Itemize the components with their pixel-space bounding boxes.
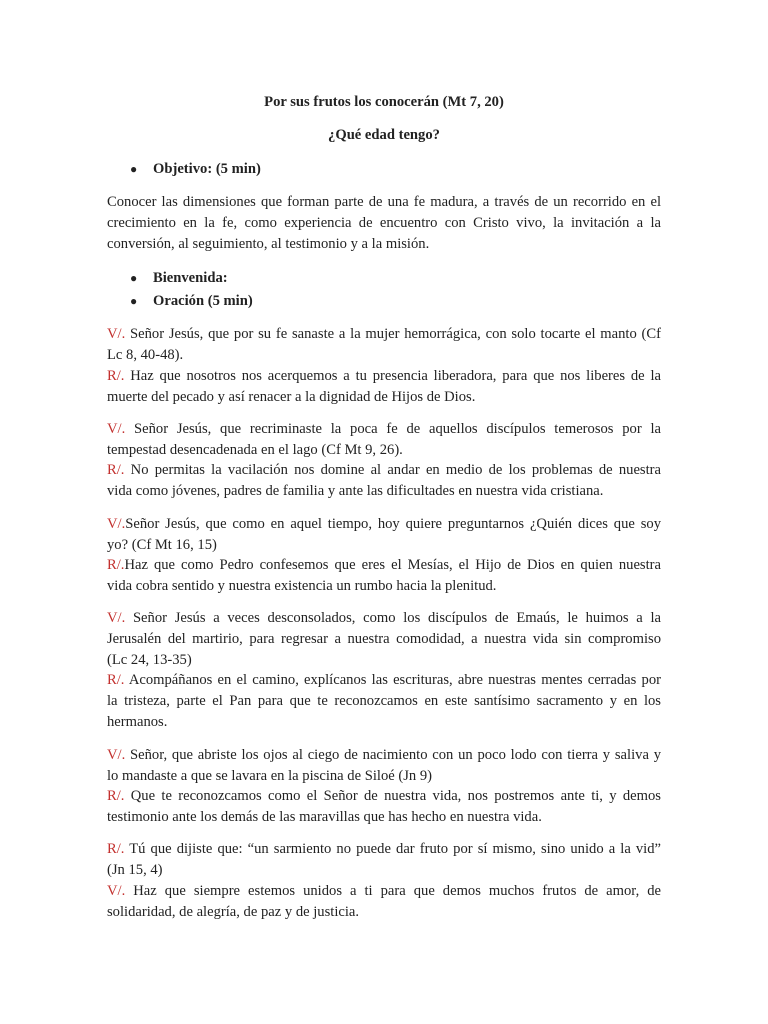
prayer-text: Tú que dijiste que: “un sarmiento no puede dar fruto por sí mismo, sino unido a la vid” bbox=[124, 841, 661, 857]
objetivo-heading bbox=[130, 159, 530, 179]
bullet-icon: ● bbox=[130, 294, 138, 308]
prayer-line: la tristeza, parte el Pan para que te reconozcamos en este santísimo sacramento y en los bbox=[107, 693, 661, 709]
prayer-line: tempestad desencadenada en el lago (Cf Mt 9, 26). bbox=[107, 442, 403, 458]
objetivo-line: conversión, al seguimiento, al testimonio y a la misión. bbox=[107, 236, 430, 252]
bullet-icon: ● bbox=[130, 162, 138, 176]
prayer-line bbox=[107, 460, 661, 480]
response-mark: R/. bbox=[107, 462, 125, 478]
prayer-text: No permitas la vacilación nos domine al andar en medio de los problemas de nuestra bbox=[124, 462, 661, 478]
prayer-line: Lc 8, 40-48). bbox=[107, 347, 184, 363]
prayer-line bbox=[107, 786, 661, 806]
bienvenida-label: Bienvenida: bbox=[153, 270, 228, 286]
prayer-text: Haz que siempre estemos unidos a ti para que demos muchos frutos de amor, de bbox=[125, 883, 661, 899]
prayer-line: (Lc 24, 13-35) bbox=[107, 652, 192, 668]
prayer-line bbox=[107, 555, 661, 575]
prayer-text: Señor, que abriste los ojos al ciego de nacimiento con un poco lodo con tierra y saliva y bbox=[125, 747, 661, 763]
prayer-text: Acompáñanos en el camino, explícanos las escrituras, abre nuestras mentes cerradas por bbox=[124, 672, 661, 688]
prayer-text: Señor Jesús a veces desconsolados, como los discípulos de Emaús, le huimos a la bbox=[125, 610, 661, 626]
prayer-line bbox=[107, 670, 661, 690]
prayer-line bbox=[107, 324, 661, 344]
document-title: Por sus frutos los conocerán (Mt 7, 20) bbox=[264, 94, 504, 110]
prayer-line bbox=[107, 745, 661, 765]
prayer-line: muerte del pecado y así renacer a la dignidad de Hijos de Dios. bbox=[107, 389, 476, 405]
objetivo-line: crecimiento en la fe, como experiencia de encuentro con Cristo vivo, la invitación a la bbox=[107, 215, 661, 231]
prayer-line bbox=[107, 608, 661, 628]
versicle-mark: V/. bbox=[107, 421, 126, 437]
document-subtitle: ¿Qué edad tengo? bbox=[328, 127, 440, 143]
prayer-line: Jerusalén del martirio, para regresar a nuestra comodidad, a nuestra vida sin compromiso bbox=[107, 631, 661, 647]
prayer-line bbox=[107, 839, 661, 859]
prayer-line: vida como jóvenes, padres de familia y ante las dificultades en nuestra vida cristiana. bbox=[107, 483, 604, 499]
objetivo-label: Objetivo: (5 min) bbox=[153, 161, 261, 177]
prayer-text: Haz que nosotros nos acerquemos a tu presencia liberadora, para que nos liberes de la bbox=[124, 368, 661, 384]
prayer-text: Señor Jesús, que por su fe sanaste a la mujer hemorrágica, con solo tocarte el manto (Cf bbox=[125, 326, 661, 342]
versicle-mark: V/. bbox=[107, 610, 126, 626]
prayer-line bbox=[107, 366, 661, 386]
prayer-line: vida cobra sentido y nuestra existencia un rumbo hacia la plenitud. bbox=[107, 578, 497, 594]
oracion-heading bbox=[130, 291, 530, 311]
response-mark: R/. bbox=[107, 672, 125, 688]
prayer-text: Haz que como Pedro confesemos que eres el Mesías, el Hijo de Dios en quien nuestra bbox=[124, 557, 661, 573]
prayer-line: hermanos. bbox=[107, 714, 168, 730]
prayer-text: Señor Jesús, que como en aquel tiempo, hoy quiere preguntarnos ¿Quién dices que soy bbox=[125, 516, 661, 532]
objetivo-line: Conocer las dimensiones que forman parte de una fe madura, a través de un recorrido en el bbox=[107, 194, 661, 210]
prayer-line: yo? (Cf Mt 16, 15) bbox=[107, 537, 217, 553]
prayer-line bbox=[107, 514, 661, 534]
versicle-mark: V/. bbox=[107, 516, 126, 532]
response-mark: R/. bbox=[107, 841, 125, 857]
versicle-mark: V/. bbox=[107, 747, 126, 763]
oracion-label: Oración (5 min) bbox=[153, 293, 253, 309]
prayer-line: solidaridad, de alegría, de paz y de justicia. bbox=[107, 904, 360, 920]
response-mark: R/. bbox=[107, 557, 125, 573]
prayer-line: lo mandaste a que se lavara en la piscina de Siloé (Jn 9) bbox=[107, 768, 433, 784]
prayer-text: Señor Jesús, que recriminaste la poca fe de aquellos discípulos temerosos por la bbox=[125, 421, 661, 437]
bienvenida-heading bbox=[130, 268, 530, 288]
prayer-line bbox=[107, 419, 661, 439]
versicle-mark: V/. bbox=[107, 326, 126, 342]
prayer-line bbox=[107, 881, 661, 901]
response-mark: R/. bbox=[107, 788, 125, 804]
prayer-line: testimonio ante los demás de las maravillas que has hecho en nuestra vida. bbox=[107, 809, 542, 825]
response-mark: R/. bbox=[107, 368, 125, 384]
prayer-line: (Jn 15, 4) bbox=[107, 862, 163, 878]
bullet-icon: ● bbox=[130, 271, 138, 285]
versicle-mark: V/. bbox=[107, 883, 126, 899]
prayer-text: Que te reconozcamos como el Señor de nuestra vida, nos postremos ante ti, y demos bbox=[124, 788, 661, 804]
